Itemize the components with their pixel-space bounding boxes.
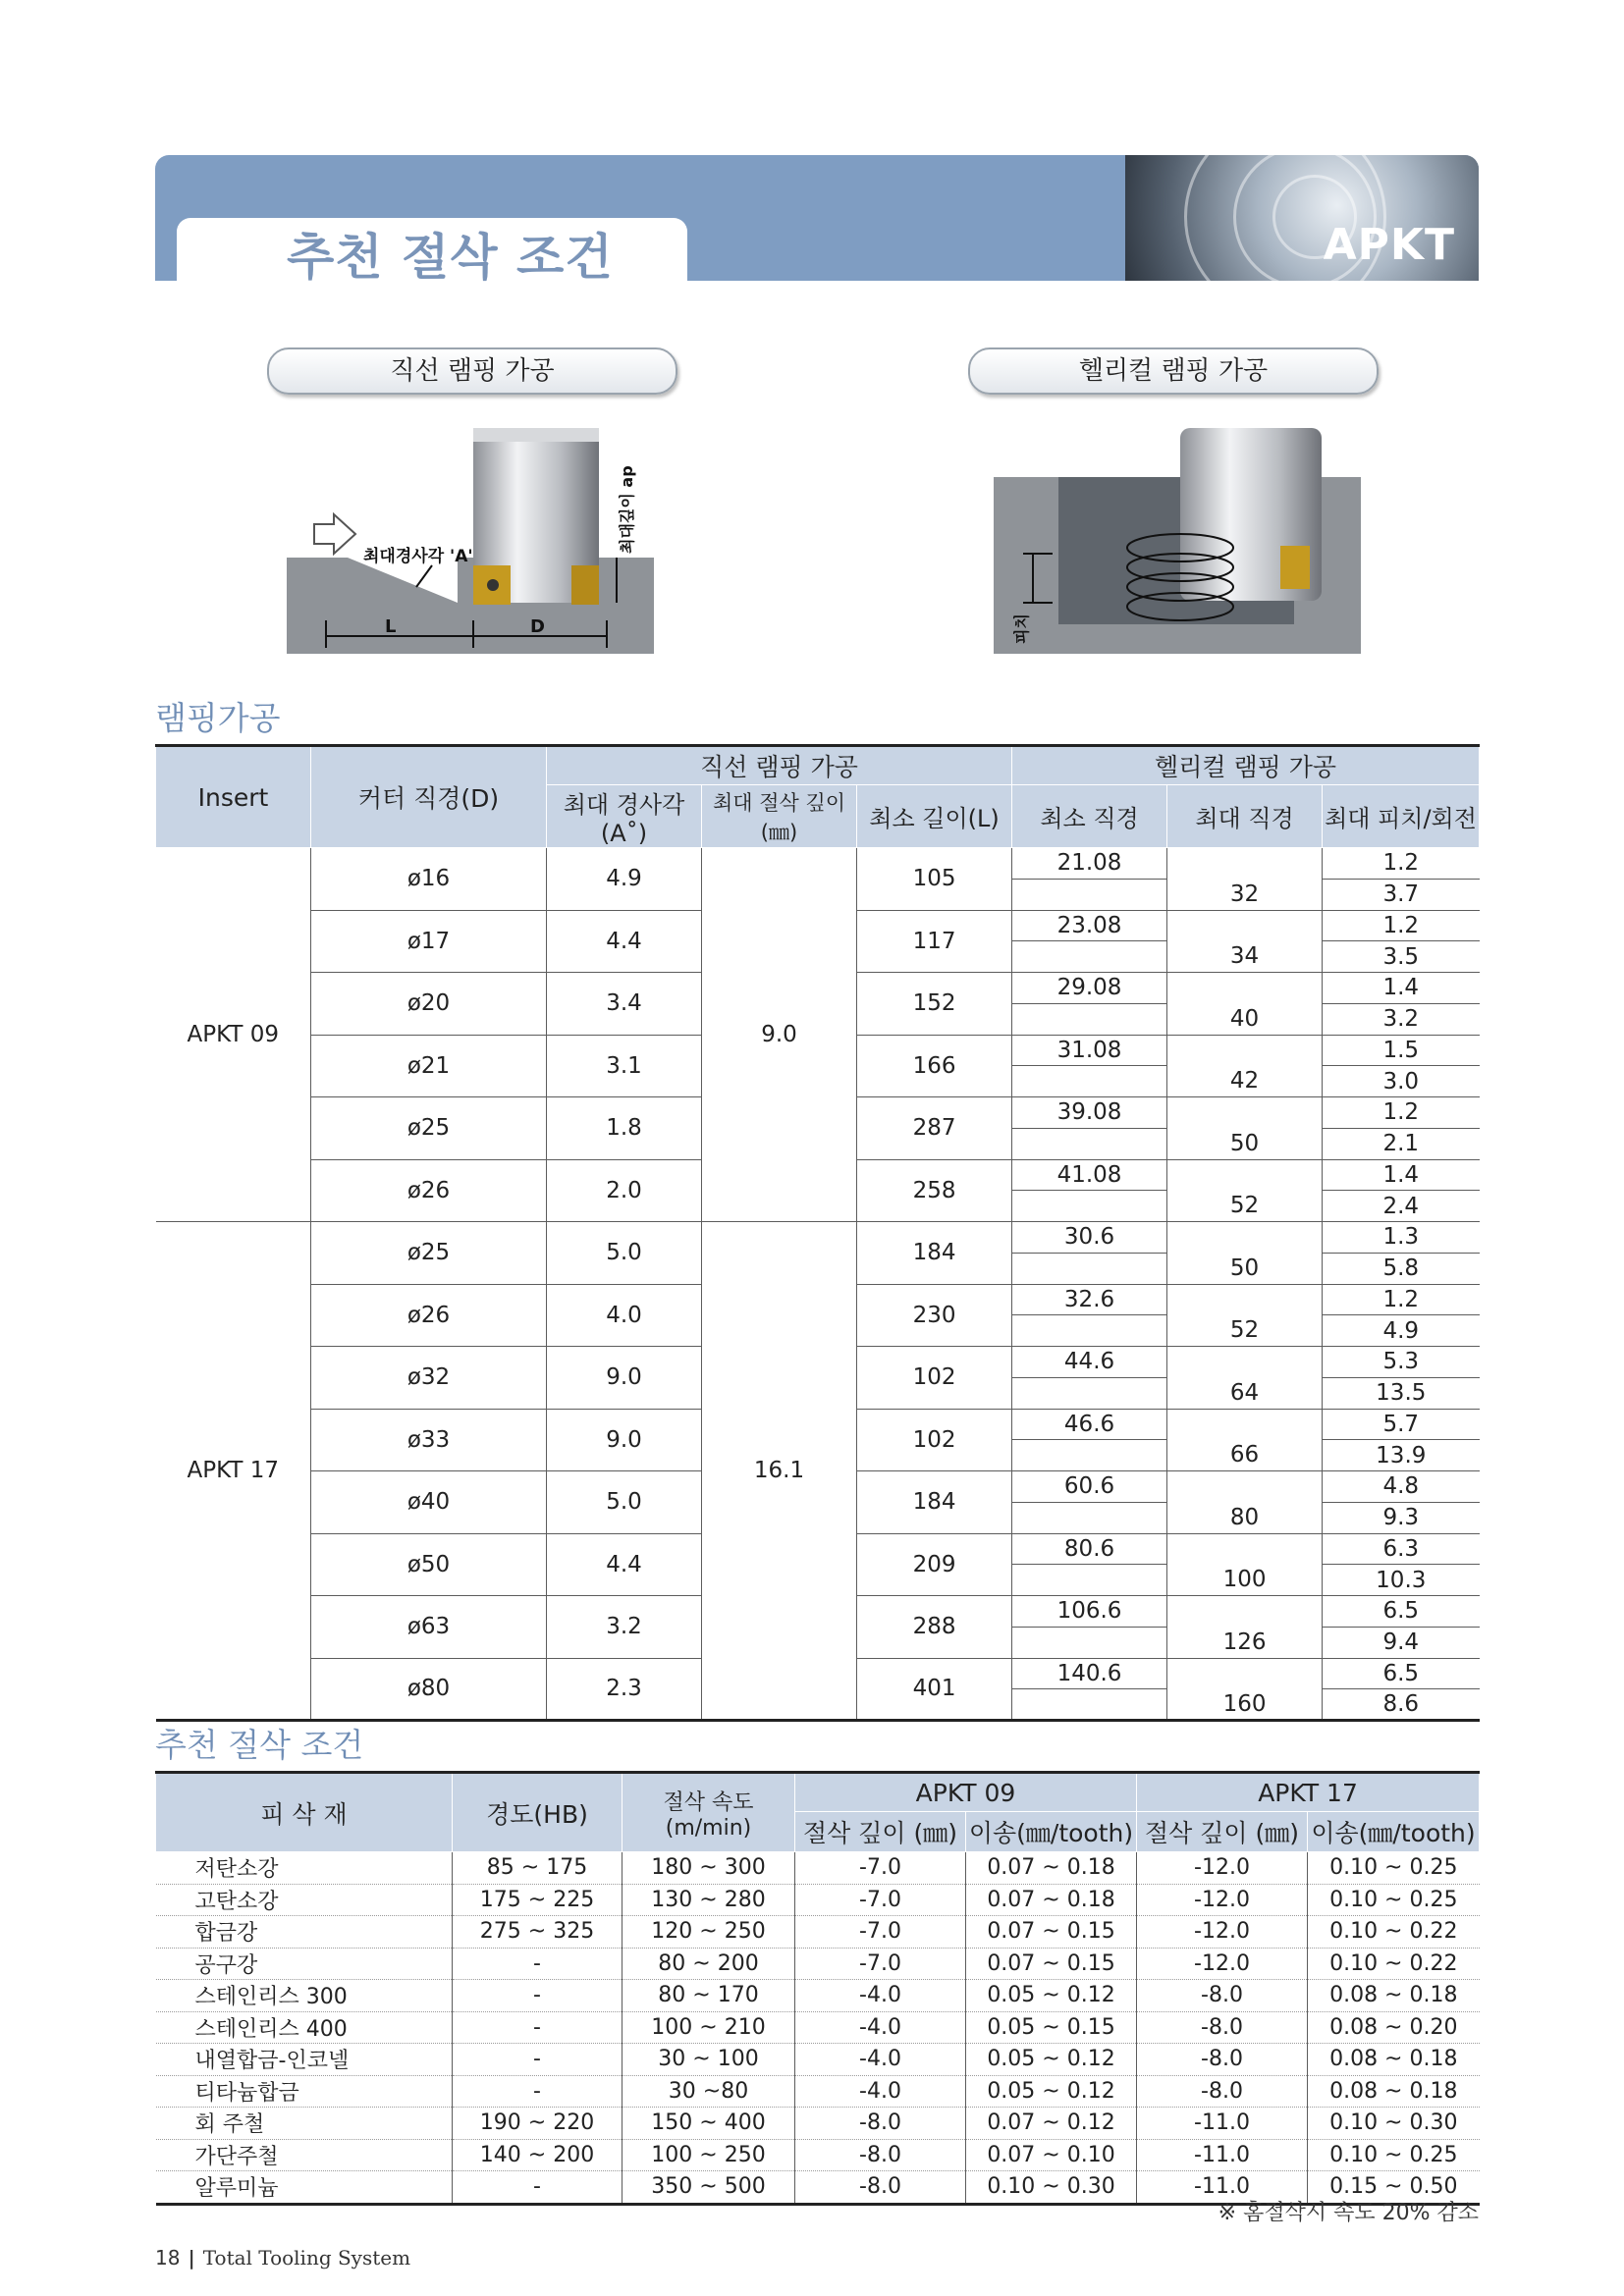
max-dia-cell: 52 — [1167, 1191, 1323, 1222]
max-dia-blank — [1167, 1409, 1323, 1440]
cutting-row — [156, 1948, 1480, 1980]
cutter-dia-cell: ø20 — [311, 973, 547, 1036]
cutter-dia-cell: ø40 — [311, 1471, 547, 1534]
speed-cell: 80 ~ 200 — [623, 1948, 795, 1980]
cutter-dia-cell: ø16 — [311, 848, 547, 911]
feed17-cell: 0.08 ~ 0.18 — [1308, 2044, 1480, 2076]
feed17-cell: 0.10 ~ 0.22 — [1308, 1916, 1480, 1949]
depth17-cell: -8.0 — [1137, 2044, 1308, 2076]
min-length-cell: 258 — [857, 1159, 1012, 1222]
pitch-cell: 3.0 — [1323, 1066, 1480, 1097]
max-dia-blank — [1167, 1222, 1323, 1254]
header-depth-17: 절삭 깊이 (㎜) — [1137, 1812, 1308, 1852]
max-dia-cell: 32 — [1167, 879, 1323, 910]
pitch-cell: 9.4 — [1323, 1627, 1480, 1658]
max-dia-blank — [1167, 1596, 1323, 1628]
min-length-cell: 230 — [857, 1284, 1012, 1347]
min-dia-cell: 140.6 — [1012, 1658, 1167, 1689]
depth17-cell: -11.0 — [1137, 2139, 1308, 2171]
feed09-cell: 0.07 ~ 0.12 — [966, 2108, 1137, 2140]
cutting-row — [156, 1980, 1480, 2012]
header-max-dia: 최대 직경 — [1167, 785, 1323, 848]
pitch-cell: 2.4 — [1323, 1191, 1480, 1222]
max-angle-cell: 3.1 — [547, 1035, 702, 1097]
min-length-cell: 102 — [857, 1409, 1012, 1471]
max-dia-blank — [1167, 1159, 1323, 1191]
hardness-cell: - — [453, 1948, 623, 1980]
cutter-dia-cell: ø26 — [311, 1284, 547, 1347]
helical-ramping-diagram — [994, 428, 1361, 654]
header-helical-group: 헬리컬 램핑 가공 — [1012, 746, 1480, 785]
min-dia-blank — [1012, 1627, 1167, 1658]
footer-text: Total Tooling System — [202, 2246, 411, 2269]
max-angle-cell: 4.9 — [547, 848, 702, 911]
hardness-cell: 175 ~ 225 — [453, 1884, 623, 1916]
max-dia-cell: 50 — [1167, 1253, 1323, 1284]
header-speed: 절삭 속도 (m/min) — [623, 1773, 795, 1852]
pitch-cell: 5.3 — [1323, 1347, 1480, 1378]
page-number: 18 — [155, 2246, 181, 2269]
insert-cell: APKT 17 — [156, 1222, 311, 1721]
min-dia-cell: 39.08 — [1012, 1097, 1167, 1129]
max-dia-blank — [1167, 1284, 1323, 1315]
max-dia-cell: 50 — [1167, 1128, 1323, 1159]
max-angle-cell: 9.0 — [547, 1347, 702, 1410]
feed09-cell: 0.07 ~ 0.15 — [966, 1916, 1137, 1949]
min-length-cell: 401 — [857, 1658, 1012, 1721]
header-feed-17: 이송(㎜/tooth) — [1308, 1812, 1480, 1852]
depth09-cell: -8.0 — [795, 2171, 966, 2205]
linear-ramping-diagram — [287, 428, 654, 654]
feed09-cell: 0.05 ~ 0.12 — [966, 2044, 1137, 2076]
min-dia-cell: 31.08 — [1012, 1035, 1167, 1066]
feed09-cell: 0.07 ~ 0.10 — [966, 2139, 1137, 2171]
feed17-cell: 0.10 ~ 0.30 — [1308, 2108, 1480, 2140]
max-dia-blank — [1167, 1533, 1323, 1565]
max-dia-cell: 42 — [1167, 1066, 1323, 1097]
cutter-dia-cell: ø25 — [311, 1097, 547, 1160]
max-dia-cell: 34 — [1167, 941, 1323, 973]
cutting-row — [156, 2011, 1480, 2044]
d-label: D — [530, 616, 545, 637]
pitch-cell: 6.3 — [1323, 1533, 1480, 1565]
feed17-cell: 0.15 ~ 0.50 — [1308, 2171, 1480, 2205]
max-dia-blank — [1167, 1097, 1323, 1129]
max-dia-blank — [1167, 1471, 1323, 1503]
pitch-cell: 13.9 — [1323, 1440, 1480, 1471]
max-dia-cell: 126 — [1167, 1627, 1323, 1658]
material-cell: 티타늄합금 — [156, 2075, 453, 2108]
pitch-cell: 3.5 — [1323, 941, 1480, 973]
material-cell: 저탄소강 — [156, 1852, 453, 1885]
insert-right — [571, 565, 599, 605]
min-dia-blank — [1012, 1128, 1167, 1159]
max-dia-cell: 40 — [1167, 1003, 1323, 1035]
feed09-cell: 0.05 ~ 0.12 — [966, 1980, 1137, 2012]
ramping-row — [156, 1222, 1480, 1254]
min-dia-cell: 46.6 — [1012, 1409, 1167, 1440]
max-angle-cell: 2.0 — [547, 1159, 702, 1222]
pitch-cell: 5.7 — [1323, 1409, 1480, 1440]
angle-label: 최대경사각 'A' — [363, 547, 473, 566]
feed17-cell: 0.10 ~ 0.25 — [1308, 2139, 1480, 2171]
header-insert: Insert — [156, 746, 311, 848]
pitch-cell: 1.2 — [1323, 848, 1480, 880]
max-dia-cell: 100 — [1167, 1565, 1323, 1596]
min-dia-cell: 41.08 — [1012, 1159, 1167, 1191]
min-dia-cell: 44.6 — [1012, 1347, 1167, 1378]
depth17-cell: -11.0 — [1137, 2108, 1308, 2140]
max-dia-blank — [1167, 973, 1323, 1004]
pitch-cell: 1.2 — [1323, 1097, 1480, 1129]
depth09-cell: -7.0 — [795, 1916, 966, 1949]
page-footer: 18 | Total Tooling System — [155, 2246, 411, 2269]
max-angle-cell: 4.4 — [547, 910, 702, 973]
header-apkt09: APKT 09 — [795, 1773, 1137, 1812]
cutter-dia-cell: ø32 — [311, 1347, 547, 1410]
speed-cell: 350 ~ 500 — [623, 2171, 795, 2205]
material-cell: 고탄소강 — [156, 1884, 453, 1916]
feed17-cell: 0.08 ~ 0.18 — [1308, 2075, 1480, 2108]
speed-cell: 30 ~ 100 — [623, 2044, 795, 2076]
cutting-row — [156, 2044, 1480, 2076]
material-cell: 공구강 — [156, 1948, 453, 1980]
cutter-dia-cell: ø50 — [311, 1533, 547, 1596]
min-length-cell: 184 — [857, 1471, 1012, 1534]
min-dia-cell: 23.08 — [1012, 910, 1167, 941]
pitch-cell: 1.4 — [1323, 973, 1480, 1004]
min-dia-blank — [1012, 1003, 1167, 1035]
min-dia-cell: 32.6 — [1012, 1284, 1167, 1315]
depth09-cell: -8.0 — [795, 2139, 966, 2171]
pitch-cell: 6.5 — [1323, 1658, 1480, 1689]
max-dia-blank — [1167, 1347, 1323, 1378]
ramping-table — [155, 744, 1480, 1722]
header-feed-09: 이송(㎜/tooth) — [966, 1812, 1137, 1852]
cutter-dia-cell: ø63 — [311, 1596, 547, 1659]
depth09-cell: -4.0 — [795, 2075, 966, 2108]
feed09-cell: 0.05 ~ 0.12 — [966, 2075, 1137, 2108]
min-dia-blank — [1012, 1066, 1167, 1097]
l-label: L — [385, 616, 397, 637]
header-max-depth: 최대 절삭 깊이(㎜) — [702, 785, 857, 848]
cutting-row — [156, 1916, 1480, 1949]
feed17-cell: 0.10 ~ 0.25 — [1308, 1884, 1480, 1916]
max-dia-cell: 80 — [1167, 1502, 1323, 1533]
speed-cell: 180 ~ 300 — [623, 1852, 795, 1885]
min-dia-cell: 29.08 — [1012, 973, 1167, 1004]
pitch-cell: 8.6 — [1323, 1689, 1480, 1721]
min-dia-blank — [1012, 1191, 1167, 1222]
material-cell: 스테인리스 400 — [156, 2011, 453, 2044]
max-dia-cell: 160 — [1167, 1689, 1323, 1721]
hardness-cell: - — [453, 2044, 623, 2076]
depth09-cell: -4.0 — [795, 2011, 966, 2044]
material-cell: 스테인리스 300 — [156, 1980, 453, 2012]
hardness-cell: 140 ~ 200 — [453, 2139, 623, 2171]
min-dia-blank — [1012, 941, 1167, 973]
max-angle-cell: 2.3 — [547, 1658, 702, 1721]
header-min-length: 최소 길이(L) — [857, 785, 1012, 848]
linear-ramping-pill: 직선 램핑 가공 — [267, 347, 677, 395]
pitch-cell: 4.9 — [1323, 1315, 1480, 1347]
depth-label: 최대깊이 ap — [618, 465, 636, 554]
min-dia-cell: 30.6 — [1012, 1222, 1167, 1254]
cutting-row — [156, 1852, 1480, 1885]
pitch-cell: 9.3 — [1323, 1502, 1480, 1533]
material-cell: 내열합금-인코넬 — [156, 2044, 453, 2076]
min-length-cell: 102 — [857, 1347, 1012, 1410]
max-dia-cell: 64 — [1167, 1377, 1323, 1409]
max-dia-blank — [1167, 1658, 1323, 1689]
feed09-cell: 0.07 ~ 0.18 — [966, 1852, 1137, 1885]
min-dia-blank — [1012, 1377, 1167, 1409]
min-dia-blank — [1012, 1315, 1167, 1347]
min-dia-blank — [1012, 1253, 1167, 1284]
max-angle-cell: 4.4 — [547, 1533, 702, 1596]
pitch-cell: 2.1 — [1323, 1128, 1480, 1159]
min-length-cell: 209 — [857, 1533, 1012, 1596]
cutter-dia-cell: ø25 — [311, 1222, 547, 1285]
hardness-cell: - — [453, 1980, 623, 2012]
max-dia-cell: 52 — [1167, 1315, 1323, 1347]
header-apkt17: APKT 17 — [1137, 1773, 1480, 1812]
header-max-angle: 최대 경사각(A˚) — [547, 785, 702, 848]
cutting-row — [156, 2139, 1480, 2171]
min-length-cell: 117 — [857, 910, 1012, 973]
max-angle-cell: 5.0 — [547, 1222, 702, 1285]
max-depth-cell: 16.1 — [702, 1222, 857, 1721]
max-angle-cell: 4.0 — [547, 1284, 702, 1347]
ramping-row — [156, 848, 1480, 880]
pitch-cell: 1.3 — [1323, 1222, 1480, 1254]
header-material: 피 삭 재 — [156, 1773, 453, 1852]
min-length-cell: 166 — [857, 1035, 1012, 1097]
max-dia-blank — [1167, 910, 1323, 941]
speed-note: ※ 홈절삭시 속도 20% 감소 — [1218, 2201, 1479, 2225]
feed09-cell: 0.07 ~ 0.15 — [966, 1948, 1137, 1980]
cutting-row — [156, 1884, 1480, 1916]
pitch-cell: 13.5 — [1323, 1377, 1480, 1409]
helical-ramping-pill: 헬리컬 램핑 가공 — [968, 347, 1379, 395]
hardness-cell: - — [453, 2171, 623, 2205]
page-title: 추천 절삭 조건 — [287, 229, 614, 286]
ramping-section-title: 램핑가공 — [155, 699, 281, 737]
pitch-cell: 1.5 — [1323, 1035, 1480, 1066]
hardness-cell: 85 ~ 175 — [453, 1852, 623, 1885]
min-length-cell: 287 — [857, 1097, 1012, 1160]
pitch-cell: 3.7 — [1323, 879, 1480, 910]
pitch-cell: 1.4 — [1323, 1159, 1480, 1191]
depth09-cell: -8.0 — [795, 2108, 966, 2140]
header-hardness: 경도(HB) — [453, 1773, 623, 1852]
min-length-cell: 105 — [857, 848, 1012, 911]
min-dia-blank — [1012, 1565, 1167, 1596]
feed09-cell: 0.05 ~ 0.15 — [966, 2011, 1137, 2044]
min-dia-blank — [1012, 1689, 1167, 1721]
max-angle-cell: 9.0 — [547, 1409, 702, 1471]
depth17-cell: -12.0 — [1137, 1948, 1308, 1980]
banner-code: APKT — [1323, 220, 1455, 270]
feed17-cell: 0.10 ~ 0.25 — [1308, 1852, 1480, 1885]
max-depth-cell: 9.0 — [702, 848, 857, 1222]
cutting-conditions-table — [155, 1771, 1480, 2206]
feed09-cell: 0.10 ~ 0.30 — [966, 2171, 1137, 2205]
hardness-cell: 190 ~ 220 — [453, 2108, 623, 2140]
material-cell: 합금강 — [156, 1916, 453, 1949]
depth17-cell: -8.0 — [1137, 2011, 1308, 2044]
cutter-dia-cell: ø33 — [311, 1409, 547, 1471]
depth17-cell: -12.0 — [1137, 1916, 1308, 1949]
hardness-cell: - — [453, 2075, 623, 2108]
material-cell: 알루미늄 — [156, 2171, 453, 2205]
header-linear-group: 직선 램핑 가공 — [547, 746, 1012, 785]
max-angle-cell: 3.4 — [547, 973, 702, 1036]
max-dia-cell: 66 — [1167, 1440, 1323, 1471]
header-max-pitch: 최대 피치/회전 — [1323, 785, 1480, 848]
pitch-cell: 1.2 — [1323, 910, 1480, 941]
feed17-cell: 0.08 ~ 0.20 — [1308, 2011, 1480, 2044]
hardness-cell: - — [453, 2011, 623, 2044]
cutting-row — [156, 2075, 1480, 2108]
pitch-cell: 6.5 — [1323, 1596, 1480, 1628]
insert — [1280, 546, 1310, 589]
max-angle-cell: 3.2 — [547, 1596, 702, 1659]
max-angle-cell: 5.0 — [547, 1471, 702, 1534]
min-length-cell: 184 — [857, 1222, 1012, 1285]
pitch-cell: 10.3 — [1323, 1565, 1480, 1596]
insert-cell: APKT 09 — [156, 848, 311, 1222]
min-dia-blank — [1012, 879, 1167, 910]
header-cutter-dia: 커터 직경(D) — [311, 746, 547, 848]
depth09-cell: -7.0 — [795, 1852, 966, 1885]
min-dia-cell: 106.6 — [1012, 1596, 1167, 1628]
feed17-cell: 0.08 ~ 0.18 — [1308, 1980, 1480, 2012]
min-dia-cell: 21.08 — [1012, 848, 1167, 880]
pitch-cell: 1.2 — [1323, 1284, 1480, 1315]
cutting-section-title: 추천 절삭 조건 — [155, 1726, 364, 1764]
min-length-cell: 152 — [857, 973, 1012, 1036]
pitch-cell: 5.8 — [1323, 1253, 1480, 1284]
min-dia-cell: 60.6 — [1012, 1471, 1167, 1503]
feed17-cell: 0.10 ~ 0.22 — [1308, 1948, 1480, 1980]
pitch-cell: 3.2 — [1323, 1003, 1480, 1035]
cutter-dia-cell: ø21 — [311, 1035, 547, 1097]
cutter-dia-cell: ø17 — [311, 910, 547, 973]
depth17-cell: -12.0 — [1137, 1852, 1308, 1885]
min-length-cell: 288 — [857, 1596, 1012, 1659]
max-angle-cell: 1.8 — [547, 1097, 702, 1160]
cutter-dia-cell: ø26 — [311, 1159, 547, 1222]
depth09-cell: -7.0 — [795, 1948, 966, 1980]
speed-cell: 100 ~ 250 — [623, 2139, 795, 2171]
speed-cell: 80 ~ 170 — [623, 1980, 795, 2012]
depth17-cell: -11.0 — [1137, 2171, 1308, 2205]
speed-cell: 30 ~80 — [623, 2075, 795, 2108]
speed-cell: 100 ~ 210 — [623, 2011, 795, 2044]
cutting-row — [156, 2108, 1480, 2140]
header-depth-09: 절삭 깊이 (㎜) — [795, 1812, 966, 1852]
min-dia-blank — [1012, 1502, 1167, 1533]
depth09-cell: -7.0 — [795, 1884, 966, 1916]
hardness-cell: 275 ~ 325 — [453, 1916, 623, 1949]
material-cell: 회 주철 — [156, 2108, 453, 2140]
pitch-label: 피치 — [1012, 614, 1031, 644]
speed-cell: 130 ~ 280 — [623, 1884, 795, 1916]
depth09-cell: -4.0 — [795, 2044, 966, 2076]
max-dia-blank — [1167, 848, 1323, 880]
feed09-cell: 0.07 ~ 0.18 — [966, 1884, 1137, 1916]
speed-cell: 120 ~ 250 — [623, 1916, 795, 1949]
max-dia-blank — [1167, 1035, 1323, 1066]
material-cell: 가단주철 — [156, 2139, 453, 2171]
depth17-cell: -12.0 — [1137, 1884, 1308, 1916]
depth17-cell: -8.0 — [1137, 1980, 1308, 2012]
depth09-cell: -4.0 — [795, 1980, 966, 2012]
min-dia-blank — [1012, 1440, 1167, 1471]
pitch-cell: 4.8 — [1323, 1471, 1480, 1503]
min-dia-cell: 80.6 — [1012, 1533, 1167, 1565]
depth17-cell: -8.0 — [1137, 2075, 1308, 2108]
cutter-dia-cell: ø80 — [311, 1658, 547, 1721]
speed-cell: 150 ~ 400 — [623, 2108, 795, 2140]
header-min-dia: 최소 직경 — [1012, 785, 1167, 848]
